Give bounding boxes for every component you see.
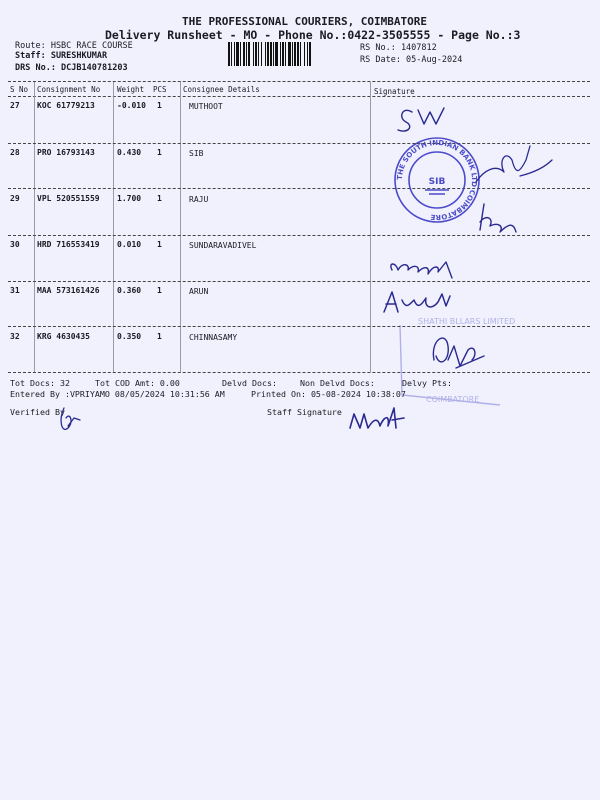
row-weight: 0.360 [117, 286, 142, 295]
company-title: THE PROFESSIONAL COURIERS, COIMBATORE [182, 15, 428, 28]
col-header-consignee: Consignee Details [183, 85, 260, 94]
stamp-ring-textpath: THE SOUTH INDIAN BANK LTD COIMBATORE [395, 138, 479, 222]
delivered-docs: Delvd Docs: [222, 378, 277, 388]
row-consignee: CHINNASAMY [189, 333, 238, 342]
row-consignment: KOC 61779213 [37, 101, 95, 110]
drs-number: DRS No.: DCJB140781203 [15, 63, 128, 73]
row-weight: 0.350 [117, 332, 142, 341]
row-consignment: PRO 16793143 [37, 148, 95, 157]
row-pcs: 1 [157, 240, 162, 249]
row-consignee: MUTHOOT [189, 102, 223, 111]
row-pcs: 1 [157, 332, 162, 341]
col-header-weight: Weight [117, 85, 145, 94]
signature-row-29 [480, 204, 516, 232]
signature-verified-by [61, 408, 80, 429]
rs-number: RS No.: 1407812 [360, 43, 437, 53]
col-header-pcs: PCS [153, 85, 167, 94]
rs-date: RS Date: 05-Aug-2024 [360, 55, 463, 65]
row-consignee: ARUN [189, 287, 209, 296]
printed-on: Printed On: 05-08-2024 10:38:07 [251, 389, 406, 399]
row-pcs: 1 [157, 101, 162, 110]
entered-by: Entered By :VPRIYAMO 08/05/2024 10:31:56 AM [10, 389, 225, 399]
delivery-points: Delvy Pts: [402, 378, 452, 388]
row-weight: 0.430 [117, 148, 142, 157]
signature-row-30 [391, 262, 452, 278]
row-pcs: 1 [157, 194, 162, 203]
row-consignee: RAJU [189, 195, 209, 204]
col-header-sno: S No [10, 85, 29, 94]
faint-stamp-line1: SHATHI BLLARS LIMITED [418, 317, 516, 326]
row-pcs: 1 [157, 148, 162, 157]
row-sno: 28 [10, 148, 20, 157]
row-weight: 0.010 [117, 240, 142, 249]
row-sno: 29 [10, 194, 20, 203]
total-cod-amount: Tot COD Amt: 0.00 [95, 378, 180, 388]
signature-staff [350, 408, 404, 428]
row-weight: -0.010 [117, 101, 146, 110]
row-consignment: VPL 520551559 [37, 194, 100, 203]
col-header-signature: Signature [374, 87, 415, 96]
row-consignment: MAA 573161426 [37, 286, 100, 295]
row-consignee: SUNDARAVADIVEL [189, 241, 257, 250]
row-weight: 1.700 [117, 194, 142, 203]
row-sno: 32 [10, 332, 20, 341]
signature-row-31 [384, 292, 450, 312]
row-consignment: HRD 716553419 [37, 240, 100, 249]
row-consignment: KRG 4630435 [37, 332, 90, 341]
total-docs: Tot Docs: 32 [10, 378, 70, 388]
faint-stamp-line2: COIMBATORE [426, 395, 480, 404]
staff-signature-label: Staff Signature [267, 407, 342, 417]
signature-row-27 [398, 108, 444, 131]
verified-by-label: Verified By [10, 407, 65, 417]
row-sno: 31 [10, 286, 20, 295]
row-sno: 27 [10, 101, 20, 110]
signature-row-28 [476, 146, 552, 182]
row-sno: 30 [10, 240, 20, 249]
route-label: Route: HSBC RACE COURSE [15, 41, 133, 51]
signature-row-32 [433, 338, 484, 368]
non-delivered-docs: Non Delvd Docs: [300, 378, 375, 388]
row-consignee: SIB [189, 149, 204, 158]
col-header-consignment: Consignment No [37, 85, 101, 94]
runsheet-title: Delivery Runsheet - MO - Phone No.:0422-3505555 - Page No.:3 [105, 28, 521, 42]
stamp-logo: SIB [428, 177, 446, 187]
staff-label: Staff: SURESHKUMAR [15, 51, 108, 61]
row-pcs: 1 [157, 286, 162, 295]
